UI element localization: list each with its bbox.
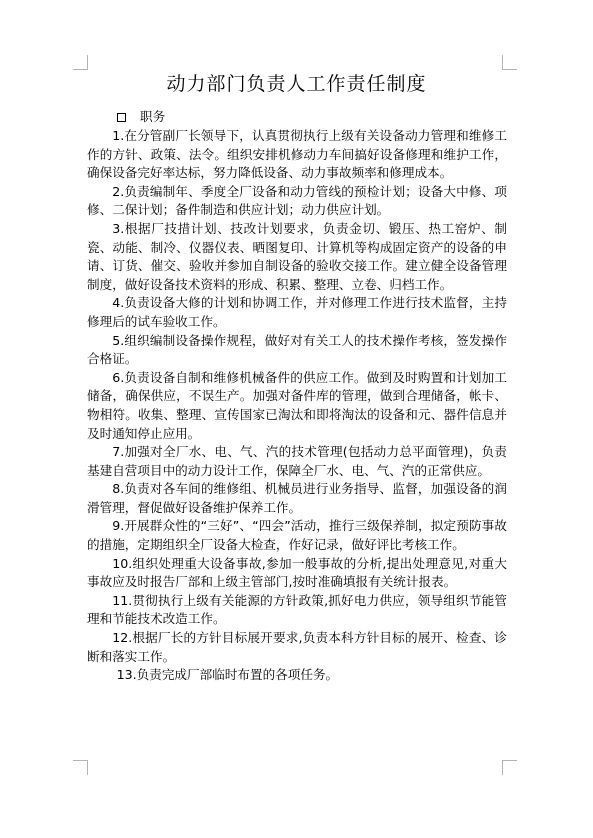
page-title: 动力部门负责人工作责任制度 bbox=[166, 73, 427, 95]
duty-paragraph-5: 5.组织编制设备操作规程，做好对有关工人的技术操作考核，签发操作合格证。 bbox=[87, 332, 507, 367]
page-corner-mark-bottom-left bbox=[73, 760, 88, 775]
duty-paragraph-1: 1.在分管副厂长领导下，认真贯彻执行上级有关设备动力管理和维修工作的方针、政策、法令。组织安排机修动力车间搞好设备修理和维护工作，确保设备完好率达标，努力降低设备、动力事故频率和修理成本。 bbox=[87, 128, 507, 181]
page-corner-mark-top-right bbox=[502, 55, 517, 70]
duty-paragraph-10: 10.组织处理重大设备事故,参加一般事故的分析,提出处理意见,对重大事故应及时报告厂部和上级主管部门,按时准确填报有关统计报表。 bbox=[87, 555, 507, 590]
checkbox-icon bbox=[117, 113, 126, 122]
duty-paragraph-3: 3.根据厂技措计划、技改计划要求，负责金切、锻压、热工窑炉、制瓷、动能、制冷、仪器仪表、晒图复印、计算机等构成固定资产的设备的申请、订货、催交、验收并参加自制设备的验收交接工作。建立健全设备管理制度，做好设备技术资料的形成、积累、整理、立卷、归档工作。 bbox=[87, 220, 507, 292]
duty-paragraph-12: 12.根据厂长的方针目标展开要求,负责本科方针目标的展开、检查、诊断和落实工作。 bbox=[87, 630, 507, 664]
section-heading-label: 职务 bbox=[140, 109, 166, 125]
duty-paragraph-7: 7.加强对全厂水、电、气、汽的技术管理(包括动力总平面管理)，负责基建自营项目中的动力设计工作，保障全厂水、电、气、汽的正常供应。 bbox=[87, 444, 507, 478]
page-corner-mark-bottom-right bbox=[502, 760, 517, 775]
duty-paragraph-2: 2.负责编制年、季度全厂设备和动力管线的预检计划；设备大中修、项修、二保计划；备件制造和供应计划；动力供应计划。 bbox=[87, 183, 507, 218]
duty-paragraph-13: 13.负责完成厂部临时布置的各项任务。 bbox=[116, 667, 339, 683]
duty-paragraph-6: 6.负责设备自制和维修机械备件的供应工作。做到及时购置和计划加工储备，确保供应，不误生产。加强对备件库的管理，做到合理储备，帐卡、物相符。收集、整理、宣传国家已淘汰和即将淘汰的设备和元、器件信息并及时通知停止应用。 bbox=[87, 369, 507, 441]
duty-paragraph-11: 11.贯彻执行上级有关能源的方针政策,抓好电力供应，领导组织节能管理和节能技术改造工作。 bbox=[87, 592, 507, 627]
section-heading bbox=[87, 108, 507, 127]
duty-paragraph-4: 4.负责设备大修的计划和协调工作，并对修理工作进行技术监督，主持修理后的试车验收工作。 bbox=[87, 295, 507, 329]
page-corner-mark-top-left bbox=[73, 55, 88, 70]
document-body bbox=[87, 108, 507, 685]
duty-paragraph-9: 9.开展群众性的“三好”、“四会”活动，推行三级保养制，拟定预防事故的措施，定期组织全厂设备大检查，作好记录，做好评比考核工作。 bbox=[87, 518, 507, 553]
duty-paragraph-8: 8.负责对各车间的维修组、机械员进行业务指导、监督，加强设备的润滑管理，督促做好设备维护保养工作。 bbox=[87, 481, 507, 515]
